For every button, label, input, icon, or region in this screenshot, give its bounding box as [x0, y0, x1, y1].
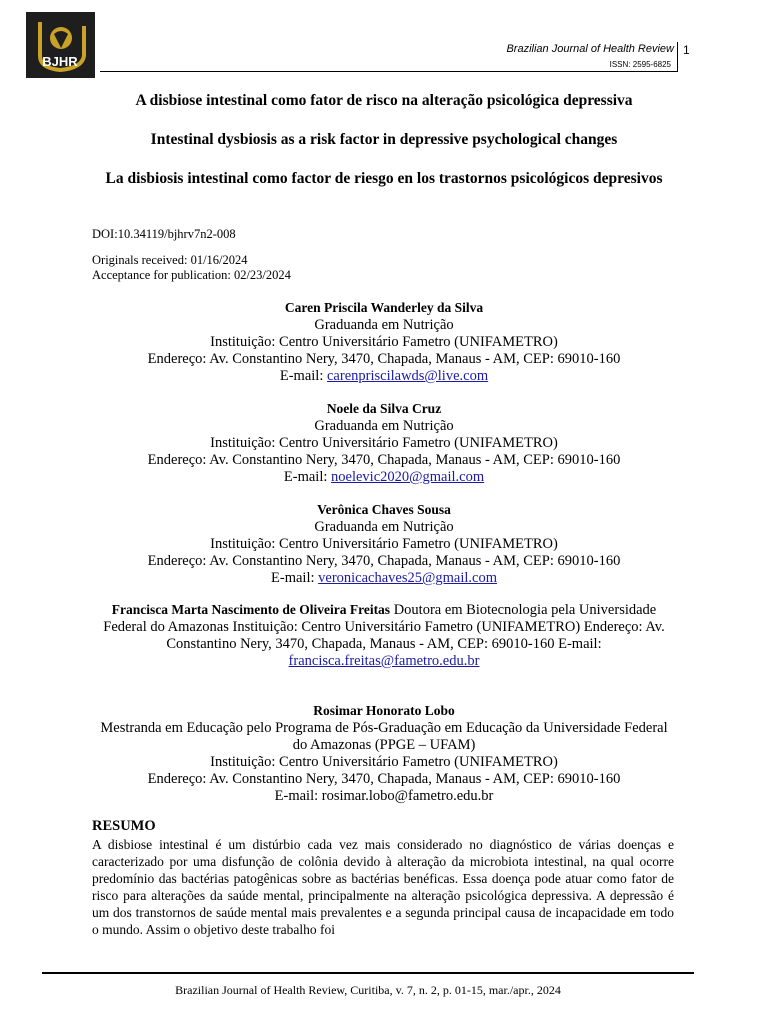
author-name: Caren Priscila Wanderley da Silva — [284, 300, 484, 315]
author-details: Doutora em Biotecnologia pela Universidade Federal do Amazonas Instituição: Centro Universitário Fametro (UNIFAMETRO) Endereço: Av. Constantino Nery, 3470, Chapada, Manaus - AM, CEP: 69010-160 E-mail: — [103, 602, 665, 652]
author-block — [92, 501, 676, 587]
author-email-link[interactable]: noelevic2020@gmail.com — [331, 469, 485, 485]
author-role: Graduanda em Nutrição — [314, 519, 454, 535]
received-date: Originals received: 01/16/2024 — [92, 253, 248, 267]
abstract-heading: RESUMO — [92, 818, 156, 834]
author-institution: Instituição: Centro Universitário Fametro (UNIFAMETRO) — [210, 334, 558, 350]
issn: ISSN: 2595-6825 — [609, 60, 671, 69]
journal-name: Brazilian Journal of Health Review — [506, 43, 674, 55]
acceptance-date: Acceptance for publication: 02/23/2024 — [92, 268, 291, 282]
page-number: 1 — [683, 43, 690, 57]
author-name: Rosimar Honorato Lobo — [313, 703, 455, 718]
doi: DOI:10.34119/bjhrv7n2-008 — [92, 227, 236, 241]
title-spanish: La disbiosis intestinal como factor de riesgo en los trastornos psicológicos depresivos — [105, 170, 663, 187]
footer-citation: Brazilian Journal of Health Review, Curitiba, v. 7, n. 2, p. 01-15, mar./apr., 2024 — [175, 983, 561, 997]
author-name: Verônica Chaves Sousa — [317, 502, 451, 517]
author-address: Endereço: Av. Constantino Nery, 3470, Chapada, Manaus - AM, CEP: 69010-160 — [147, 351, 621, 367]
author-email: E-mail: rosimar.lobo@fametro.edu.br — [274, 788, 494, 804]
author-name: Francisca Marta Nascimento de Oliveira Freitas — [111, 602, 391, 617]
author-institution: Instituição: Centro Universitário Fametro (UNIFAMETRO) — [210, 754, 558, 770]
logo-text: BJHR — [42, 54, 78, 69]
email-label: E-mail: — [271, 570, 319, 586]
author-address: Endereço: Av. Constantino Nery, 3470, Chapada, Manaus - AM, CEP: 69010-160 — [147, 771, 621, 787]
author-block — [92, 601, 676, 670]
email-label: E-mail: — [279, 368, 327, 384]
email-label: E-mail: — [283, 469, 332, 485]
author-email-link[interactable]: carenpriscilawds@live.com — [327, 368, 489, 384]
author-name: Noele da Silva Cruz — [326, 401, 442, 416]
author-institution: Instituição: Centro Universitário Fametro (UNIFAMETRO) — [210, 536, 558, 552]
author-block — [92, 299, 676, 385]
author-role: Graduanda em Nutrição — [314, 317, 454, 333]
author-role: Mestranda em Educação pelo Programa de Pós-Graduação em Educação da Universidade Federal do Amazonas (PPGE – UFAM) — [100, 720, 668, 753]
footer-rule — [42, 972, 694, 974]
journal-logo — [26, 12, 95, 78]
author-institution: Instituição: Centro Universitário Fametro (UNIFAMETRO) — [210, 435, 558, 451]
author-block — [92, 702, 676, 805]
author-block — [92, 400, 676, 486]
header-rule — [100, 71, 678, 72]
title-english: Intestinal dysbiosis as a risk factor in depressive psychological changes — [150, 131, 618, 148]
abstract-text: A disbiose intestinal é um distúrbio cada vez mais considerado no diagnóstico de várias doenças e caracterizado por uma disfunção de colônia devido à alteração da microbiota intestinal, na qual ocorre predomínio das bactérias patogênicas sobre as bactérias benéficas. Essa doença pode atuar como fator de risco para alterações da saúde mental, principalmente na alteração psicológica depressiva. A depressão é um dos transtornos de saúde mental mais prevalentes e a segunda principal causa de incapacidade em todo o mundo. Assim o objetivo deste trabalho foi — [92, 837, 674, 937]
title-portuguese: A disbiose intestinal como fator de risco na alteração psicológica depressiva — [135, 92, 633, 109]
author-address: Endereço: Av. Constantino Nery, 3470, Chapada, Manaus - AM, CEP: 69010-160 — [147, 452, 621, 468]
author-email-link[interactable]: francisca.freitas@fametro.edu.br — [288, 653, 480, 669]
author-address: Endereço: Av. Constantino Nery, 3470, Chapada, Manaus - AM, CEP: 69010-160 — [147, 553, 621, 569]
header-divider — [677, 42, 678, 72]
author-email-link[interactable]: veronicachaves25@gmail.com — [318, 570, 497, 586]
author-role: Graduanda em Nutrição — [314, 418, 454, 434]
